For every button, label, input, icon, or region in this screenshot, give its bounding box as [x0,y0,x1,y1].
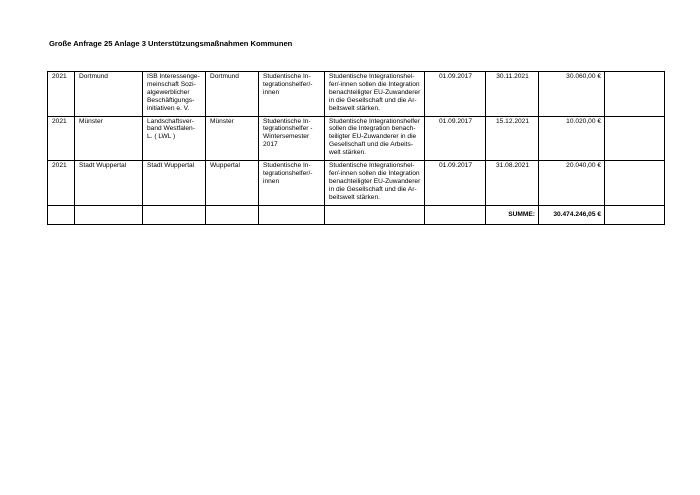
description-cell-line: beitswelt stärken. [329,104,380,112]
empty-cell [425,205,486,224]
start-date-cell: 01.09.2017 [425,116,486,161]
empty-cell [325,205,425,224]
description-cell-line: sollen die Integration benach- [329,125,416,133]
municipality-cell: Stadt Wuppertal [75,161,143,206]
description-cell-line: welt stärken. [329,149,367,157]
measure-cell-line: tegrationshelfer - [263,125,313,133]
empty-cell [259,205,325,224]
start-date-cell: 01.09.2017 [425,161,486,206]
table-row [48,72,665,117]
recipient-cell-line: band Westfalen- [147,125,195,133]
recipient-cell [143,72,206,117]
measure-cell [259,161,325,206]
municipality-cell: Münster [75,116,143,161]
extra-cell [605,72,665,117]
amount-cell: 10.020,00 € [539,116,605,161]
location-cell: Dortmund [206,72,259,117]
funding-table [47,71,665,225]
year-cell: 2021 [48,161,75,206]
description-cell-line: in die Gesellschaft und die Ar- [329,96,417,104]
description-cell [325,116,425,161]
empty-cell [48,205,75,224]
start-date-cell: 01.09.2017 [425,72,486,117]
description-cell-line: in die Gesellschaft und die Ar- [329,185,417,193]
measure-cell-line: Studentische In- [263,162,311,170]
description-cell-line: Studentische Integrationshel- [329,162,415,170]
sum-label: SUMME: [486,205,539,224]
location-cell: Wuppertal [206,161,259,206]
description-cell [325,161,425,206]
description-cell [325,72,425,117]
table-row [48,161,665,206]
municipality-cell: Dortmund [75,72,143,117]
sum-value: 30.474.246,05 € [539,205,605,224]
empty-cell [75,205,143,224]
measure-cell-line: Studentische In- [263,117,311,125]
recipient-cell-line: ISB Interessenge- [147,73,200,80]
year-cell: 2021 [48,72,75,117]
extra-cell [605,116,665,161]
recipient-cell-line: Stadt Wuppertal [147,162,195,170]
measure-cell-line: Wintersemester [263,133,310,141]
empty-cell [605,205,665,224]
description-cell-line: benachteiligter EU-Zuwanderer [329,88,421,96]
end-date-cell: 30.11.2021 [486,72,539,117]
description-cell-line: Studentische Integrationshel- [329,73,415,80]
measure-cell-line: Studentische In- [263,73,311,80]
extra-cell [605,161,665,206]
recipient-cell-line: algewerblicher [147,88,190,96]
measure-cell [259,116,325,161]
page-title: Große Anfrage 25 Anlage 3 Unterstützungsmaßnahmen Kommunen [49,39,293,48]
recipient-cell-line: Beschäftigungs- [147,96,195,104]
measure-cell-line: innen [263,177,280,185]
recipient-cell-line: L. ( LWL ) [147,133,176,141]
description-cell-line: beitswelt stärken. [329,193,380,201]
table-body [48,72,665,225]
recipient-cell [143,161,206,206]
end-date-cell: 31.08.2021 [486,161,539,206]
recipient-cell [143,116,206,161]
empty-cell [143,205,206,224]
year-cell: 2021 [48,116,75,161]
description-cell-line: fer/-innen sollen die Integration [329,80,420,88]
amount-cell: 20.040,00 € [539,161,605,206]
recipient-cell-line: Landschaftsver- [147,117,194,125]
end-date-cell: 15.12.2021 [486,116,539,161]
measure-cell-line: 2017 [263,141,278,149]
location-cell: Münster [206,116,259,161]
measure-cell-line: tegrationshelfer/- [263,169,313,177]
description-cell-line: teiligter EU-Zuwanderer in die [329,133,417,141]
recipient-cell-line: initiativen e. V. [147,104,190,112]
description-cell-line: Gesellschaft und die Arbeits- [329,141,413,149]
measure-cell [259,72,325,117]
measure-cell-line: tegrationshelfer/- [263,80,313,88]
recipient-cell-line: meinschaft Sozi- [147,80,196,88]
description-cell-line: fer/-innen sollen die Integration [329,169,420,177]
table-row [48,116,665,161]
measure-cell-line: innen [263,88,280,96]
sum-row [48,205,665,224]
description-cell-line: Studentische Integrationshelfer [329,117,420,125]
empty-cell [206,205,259,224]
amount-cell: 30.060,00 € [539,72,605,117]
description-cell-line: benachteiligter EU-Zuwanderer [329,177,421,185]
